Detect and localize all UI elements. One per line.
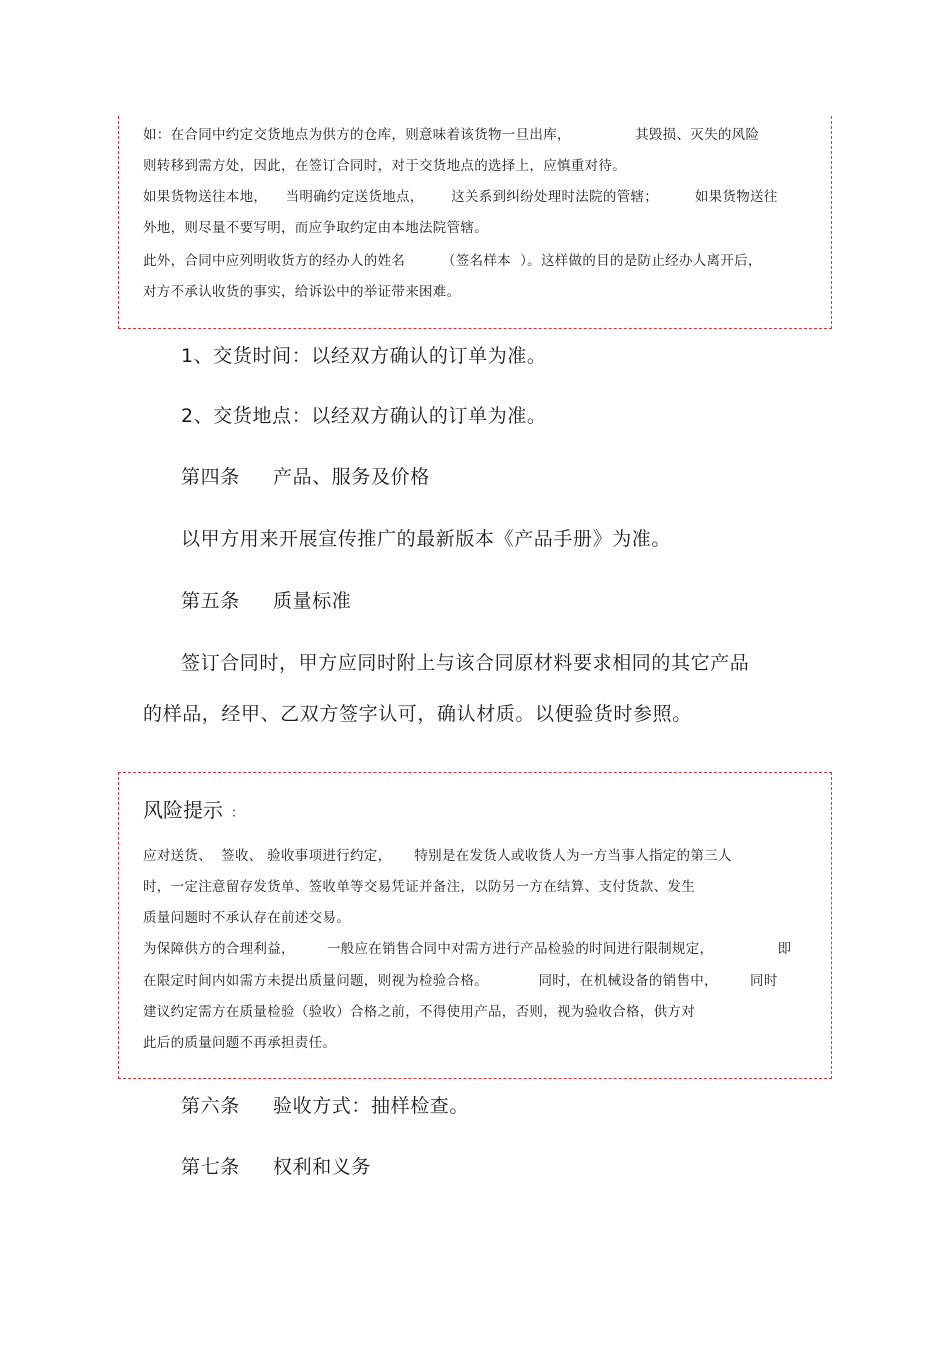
article-5-heading: 第五条 质量标准: [181, 590, 352, 612]
article-6-clause: 第六条 验收方式：抽样检查。: [181, 1095, 469, 1117]
risk-note-line: 如：在合同中约定交货地点为供方的仓库，则意味着该货物一旦出库， 其毁损、灭失的风险: [143, 127, 760, 143]
risk-note-title-text: 风险提示: [143, 798, 223, 822]
article-4-text: 以甲方用来开展宣传推广的最新版本《产品手册》为准。: [181, 528, 672, 550]
article-5-text-line-2: 的样品，经甲、乙双方签字认可，确认材质。以便验货时参照。: [143, 703, 692, 725]
risk-note-title-colon: ：: [231, 806, 245, 821]
risk-note-line: 此后的质量问题不再承担责任。: [143, 1035, 337, 1051]
risk-note-line: 此外，合同中应列明收货方的经办人的姓名 （签名样本 ）。这样做的目的是防止经办人离开后，: [143, 253, 762, 269]
risk-note-line: 时，一定注意留存发货单、签收单等交易凭证并备注，以防另一方在结算、支付货款、发生: [143, 879, 695, 895]
risk-note-line: 为保障供方的合理利益， 一般应在销售合同中对需方进行产品检验的时间进行限制规定， 即: [143, 941, 792, 957]
article-4-heading: 第四条 产品、服务及价格: [181, 466, 430, 488]
risk-note-line: 质量问题时不承认存在前述交易。: [143, 910, 350, 926]
risk-note-line: 在限定时间内如需方未提出质量问题，则视为检验合格。 同时，在机械设备的销售中， 同时: [143, 973, 778, 989]
risk-note-line: 应对送货、 签收、 验收事项进行约定， 特别是在发货人或收货人为一方当事人指定的第三人: [143, 848, 732, 864]
article-7-heading: 第七条 权利和义务: [181, 1156, 371, 1178]
risk-note-line: 如果货物送往本地， 当明确约定送货地点， 这关系到纠纷处理时法院的管辖； 如果货物送往: [143, 189, 778, 205]
risk-note-line: 建议约定需方在质量检验（验收）合格之前，不得使用产品，否则，视为验收合格，供方对: [143, 1004, 695, 1020]
risk-note-line: 外地，则尽量不要写明，而应争取约定由本地法院管辖。: [143, 220, 488, 236]
article-5-text-line-1: 签订合同时，甲方应同时附上与该合同原材料要求相同的其它产品: [181, 652, 750, 674]
delivery-time-clause: 1、交货时间：以经双方确认的订单为准。: [181, 345, 547, 367]
risk-note-line: 则转移到需方处，因此，在签订合同时，对于交货地点的选择上，应慎重对待。: [143, 158, 626, 174]
risk-note-line: 对方不承认收货的事实，给诉讼中的举证带来困难。: [143, 284, 461, 300]
risk-note-title: [143, 800, 244, 820]
delivery-place-clause: 2、交货地点：以经双方确认的订单为准。: [181, 405, 547, 427]
